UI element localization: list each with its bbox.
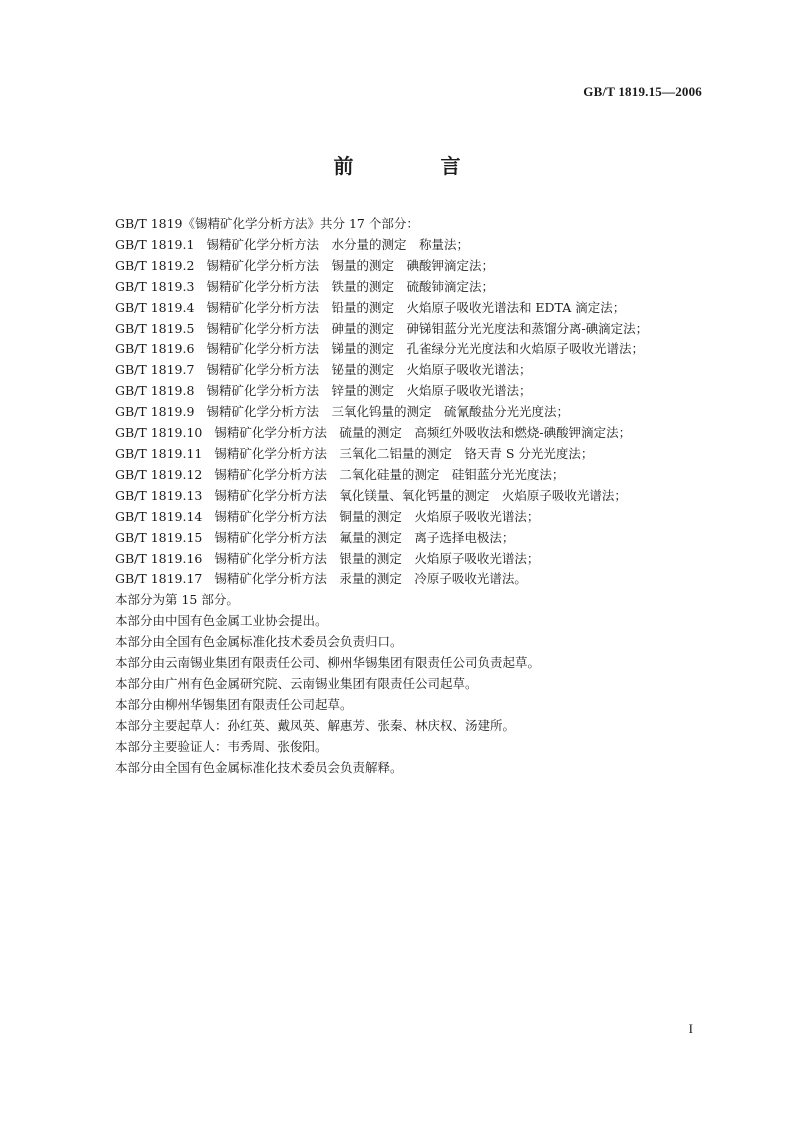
part-text: 锡精矿化学分析方法 硫量的测定 高频红外吸收法和燃烧-碘酸钾滴定法； bbox=[214, 425, 632, 441]
part-list-item bbox=[115, 298, 715, 319]
preface-body bbox=[115, 214, 715, 778]
part-list-item bbox=[115, 339, 715, 360]
part-list-item bbox=[115, 235, 715, 256]
note-line: 本部分主要起草人：孙红英、戴凤英、解惠芳、张秦、林庆权、汤建所。 bbox=[115, 717, 516, 733]
part-text: 锡精矿化学分析方法 铋量的测定 火焰原子吸收光谱法； bbox=[206, 362, 532, 378]
note-line: 本部分由全国有色金属标准化技术委员会负责解释。 bbox=[115, 759, 403, 775]
part-text: 锡精矿化学分析方法 锌量的测定 火焰原子吸收光谱法； bbox=[206, 383, 532, 399]
part-code: GB/T 1819.5 bbox=[115, 320, 195, 336]
part-code: GB/T 1819.4 bbox=[115, 299, 195, 315]
part-code: GB/T 1819.17 bbox=[115, 571, 203, 587]
part-code: GB/T 1819.2 bbox=[115, 257, 195, 273]
part-text: 锡精矿化学分析方法 氟量的测定 离子选择电极法； bbox=[214, 529, 515, 545]
part-code: GB/T 1819.13 bbox=[115, 487, 203, 503]
part-code: GB/T 1819.16 bbox=[115, 550, 203, 566]
part-text: 锡精矿化学分析方法 铅量的测定 火焰原子吸收光谱法和 EDTA 滴定法； bbox=[206, 299, 626, 315]
part-text: 锡精矿化学分析方法 三氧化二铝量的测定 铬天青 S 分光光度法； bbox=[214, 445, 594, 461]
note-line: 本部分由中国有色金属工业协会提出。 bbox=[115, 613, 328, 629]
part-code: GB/T 1819.1 bbox=[115, 236, 195, 252]
part-text: 锡精矿化学分析方法 三氧化钨量的测定 硫氰酸盐分光光度法； bbox=[206, 404, 569, 420]
part-text: 锡精矿化学分析方法 砷量的测定 砷锑钼蓝分光光度法和蒸馏分离-碘滴定法； bbox=[206, 320, 649, 336]
standard-code: GB/T 1819.15—2006 bbox=[583, 84, 702, 99]
note-line: 本部分由广州有色金属研究院、云南锡业集团有限责任公司起草。 bbox=[115, 675, 478, 691]
part-code: GB/T 1819.9 bbox=[115, 404, 195, 420]
part-list-item bbox=[115, 381, 715, 402]
note-line: 本部分为第 15 部分。 bbox=[115, 592, 239, 608]
page-title: 前 言 bbox=[333, 154, 501, 178]
page-number: I bbox=[688, 1021, 693, 1036]
note-line: 本部分主要验证人：韦秀周、张俊阳。 bbox=[115, 738, 328, 754]
part-code: GB/T 1819.14 bbox=[115, 508, 203, 524]
part-text: 锡精矿化学分析方法 铁量的测定 硫酸铈滴定法； bbox=[206, 278, 494, 294]
part-list-item bbox=[115, 528, 715, 549]
note-line: 本部分由云南锡业集团有限责任公司、柳州华锡集团有限责任公司负责起草。 bbox=[115, 655, 541, 671]
part-list-item bbox=[115, 465, 715, 486]
part-list-item bbox=[115, 256, 715, 277]
part-list-item bbox=[115, 423, 715, 444]
part-text: 锡精矿化学分析方法 汞量的测定 冷原子吸收光谱法。 bbox=[214, 571, 527, 587]
part-text: 锡精矿化学分析方法 锑量的测定 孔雀绿分光光度法和火焰原子吸收光谱法； bbox=[206, 341, 644, 357]
part-text: 锡精矿化学分析方法 氧化镁量、氧化钙量的测定 火焰原子吸收光谱法； bbox=[214, 487, 627, 503]
part-list-item bbox=[115, 402, 715, 423]
part-text: 锡精矿化学分析方法 银量的测定 火焰原子吸收光谱法； bbox=[214, 550, 540, 566]
part-code: GB/T 1819.7 bbox=[115, 362, 195, 378]
part-code: GB/T 1819.11 bbox=[115, 445, 203, 461]
part-code: GB/T 1819.6 bbox=[115, 341, 195, 357]
part-code: GB/T 1819.15 bbox=[115, 529, 203, 545]
part-text: 锡精矿化学分析方法 水分量的测定 称量法； bbox=[206, 236, 469, 252]
part-code: GB/T 1819.10 bbox=[115, 425, 203, 441]
note-line: 本部分由柳州华锡集团有限责任公司起草。 bbox=[115, 696, 353, 712]
part-list-item bbox=[115, 277, 715, 298]
part-list-item bbox=[115, 360, 715, 381]
part-list-item bbox=[115, 319, 715, 340]
part-text: 锡精矿化学分析方法 锡量的测定 碘酸钾滴定法； bbox=[206, 257, 494, 273]
part-list-item bbox=[115, 507, 715, 528]
note-line: 本部分由全国有色金属标准化技术委员会负责归口。 bbox=[115, 634, 403, 650]
intro-line: GB/T 1819《锡精矿化学分析方法》共分 17 个部分： bbox=[115, 216, 419, 231]
part-list-item bbox=[115, 444, 715, 465]
part-code: GB/T 1819.12 bbox=[115, 466, 203, 482]
part-list-item bbox=[115, 569, 715, 590]
part-text: 锡精矿化学分析方法 铜量的测定 火焰原子吸收光谱法； bbox=[214, 508, 540, 524]
part-list-item bbox=[115, 486, 715, 507]
part-list-item bbox=[115, 549, 715, 570]
part-text: 锡精矿化学分析方法 二氧化硅量的测定 硅钼蓝分光光度法； bbox=[214, 466, 565, 482]
part-code: GB/T 1819.3 bbox=[115, 278, 195, 294]
part-code: GB/T 1819.8 bbox=[115, 383, 195, 399]
